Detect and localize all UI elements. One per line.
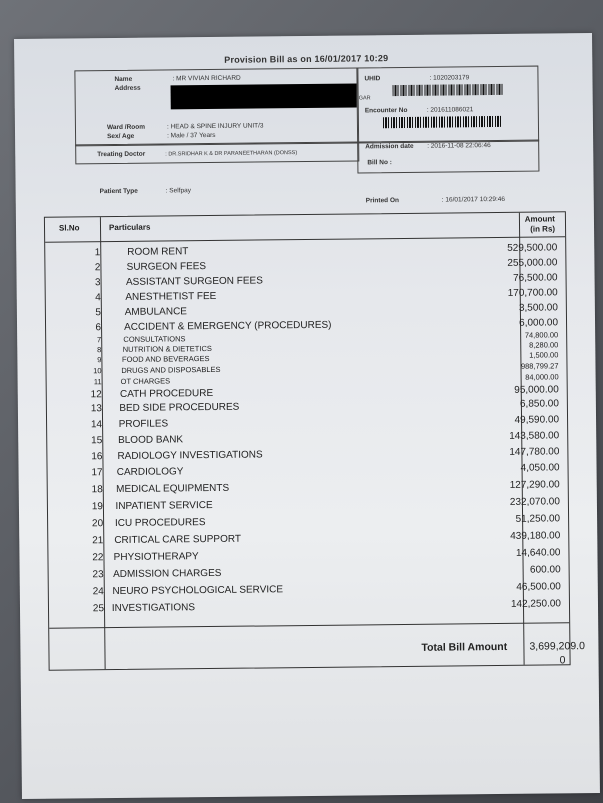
row-particular: FOOD AND BEVERAGES <box>121 354 210 364</box>
row-slno: 14 <box>90 419 103 431</box>
patient-type-value: : Selfpay <box>165 187 191 195</box>
row-slno: 4 <box>95 292 101 304</box>
row-slno: 24 <box>92 586 104 598</box>
bill-no-label: Bill No : <box>367 159 392 167</box>
row-particular: ROOM RENT <box>127 246 189 258</box>
row-particular: ACCIDENT & EMERGENCY (PROCEDURES) <box>124 319 332 333</box>
row-amount: 8,280.00 <box>529 340 559 350</box>
bill-paper <box>14 33 600 799</box>
row-amount: 255,000.00 <box>507 257 558 269</box>
patient-type-label: Patient Type <box>99 187 138 196</box>
uhid-barcode <box>393 84 503 96</box>
row-particular: OT CHARGES <box>120 376 171 386</box>
col-header-slno: Sl.No <box>58 223 80 233</box>
row-slno: 19 <box>91 501 103 513</box>
row-slno: 16 <box>91 451 103 463</box>
row-particular: CARDIOLOGY <box>116 466 184 478</box>
row-amount: 84,000.00 <box>525 372 559 382</box>
row-amount: 95,000.00 <box>514 384 559 396</box>
col-header-amount-unit: (in Rs) <box>530 224 556 234</box>
encounter-barcode <box>383 116 503 128</box>
row-amount: 232,070.00 <box>509 496 560 508</box>
row-slno: 23 <box>92 569 104 581</box>
table-row <box>49 598 569 618</box>
row-amount: 4,050.00 <box>520 462 560 474</box>
row-amount: 170,700.00 <box>507 287 558 299</box>
row-slno: 5 <box>95 307 101 319</box>
row-slno: 2 <box>94 262 101 274</box>
row-slno: 11 <box>93 377 102 387</box>
bill-table <box>44 211 585 670</box>
row-particular: ASSISTANT SURGEON FEES <box>125 275 263 288</box>
sex-age-label: Sex/ Age <box>107 132 135 141</box>
row-amount: 529,500.00 <box>507 242 558 254</box>
name-value: : MR VIVIAN RICHARD <box>172 74 241 83</box>
ward-label: Ward /Room <box>106 123 146 132</box>
row-slno: 10 <box>93 366 102 376</box>
row-amount: 14,640.00 <box>515 547 561 559</box>
row-particular: ANESTHETIST FEE <box>125 290 217 303</box>
row-amount: 46,500.00 <box>516 581 561 593</box>
row-particular: CONSULTATIONS <box>123 334 186 344</box>
row-amount: 439,180.00 <box>510 530 561 542</box>
row-amount: 127,290.00 <box>509 479 560 491</box>
sex-age-value: : Male / 37 Years <box>167 131 216 140</box>
row-slno: 25 <box>92 603 105 615</box>
row-particular: NUTRITION & DIETETICS <box>122 343 212 354</box>
address-label: Address <box>114 84 141 92</box>
row-slno: 3 <box>94 277 101 289</box>
row-slno: 1 <box>94 247 101 259</box>
uhid-value: : 1020203179 <box>429 74 470 82</box>
row-amount: 6,000.00 <box>519 317 559 329</box>
row-amount: 1,500.00 <box>529 350 559 360</box>
printed-on-value: : 16/01/2017 10:29:46 <box>441 195 506 204</box>
name-label: Name <box>114 75 133 83</box>
row-particular: RADIOLOGY INVESTIGATIONS <box>117 449 263 462</box>
row-slno: 22 <box>92 552 104 564</box>
row-slno: 7 <box>96 335 102 345</box>
row-slno: 18 <box>91 484 103 496</box>
encounter-value: : 201611086021 <box>426 106 474 114</box>
row-particular: PROFILES <box>118 418 169 430</box>
total-value-line1: 3,699,209.0 <box>529 640 585 653</box>
row-slno: 9 <box>97 355 102 365</box>
redaction-bar <box>171 83 357 109</box>
admission-value: : 2016-11-08 22:06:46 <box>427 142 491 150</box>
row-particular: AMBULANCE <box>124 306 188 318</box>
row-amount: 143,580.00 <box>509 430 560 442</box>
row-amount: 6,850.00 <box>519 398 559 410</box>
row-particular: MEDICAL EQUIPMENTS <box>116 482 230 496</box>
row-slno: 20 <box>91 518 104 530</box>
encounter-label: Encounter No <box>364 106 408 115</box>
row-amount: 600.00 <box>529 564 561 576</box>
row-slno: 6 <box>95 322 102 334</box>
row-particular: BED SIDE PROCEDURES <box>119 401 240 414</box>
total-label: Total Bill Amount <box>421 640 508 654</box>
row-amount: 3,500.00 <box>518 302 558 314</box>
total-value-line2: 0 <box>559 654 566 667</box>
row-particular: ICU PROCEDURES <box>114 517 206 530</box>
doctor-value: : DR.SRIDHAR K & DR PARANEETHARAN (DONSS) <box>165 150 298 158</box>
row-amount: 988,799.27 <box>520 361 559 371</box>
row-particular: DRUGS AND DISPOSABLES <box>121 364 221 375</box>
doctor-label: Treating Doctor <box>97 150 146 159</box>
row-amount: 76,500.00 <box>513 272 558 284</box>
row-particular: CRITICAL CARE SUPPORT <box>114 533 242 547</box>
row-slno: 13 <box>90 403 102 415</box>
bill-title: Provision Bill as on 16/01/2017 10:29 <box>224 53 389 65</box>
row-slno: 15 <box>91 435 103 447</box>
admission-label: Admission date <box>365 142 414 151</box>
row-particular: INPATIENT SERVICE <box>115 499 213 513</box>
uhid-label: UHID <box>364 75 381 83</box>
row-particular: INVESTIGATIONS <box>111 602 196 615</box>
row-particular: BLOOD BANK <box>117 434 184 446</box>
row-amount: 49,590.00 <box>514 414 560 426</box>
row-amount: 147,780.00 <box>509 446 560 458</box>
row-amount: 74,800.00 <box>524 330 559 340</box>
row-slno: 17 <box>91 467 103 479</box>
row-particular: NEURO PSYCHOLOGICAL SERVICE <box>112 584 284 598</box>
gar-text: GAR <box>358 95 371 102</box>
printed-on-label: Printed On <box>365 197 400 205</box>
row-amount: 51,250.00 <box>515 513 561 525</box>
col-header-particulars: Particulars <box>108 222 151 233</box>
row-amount: 142,250.00 <box>510 598 562 610</box>
row-slno: 21 <box>92 535 104 547</box>
row-slno: 8 <box>97 345 102 355</box>
row-particular: PHYSIOTHERAPY <box>113 551 199 564</box>
row-particular: SURGEON FEES <box>126 261 207 273</box>
col-header-amount: Amount <box>524 214 555 224</box>
row-slno: 12 <box>90 389 102 401</box>
row-particular: ADMISSION CHARGES <box>112 567 222 581</box>
row-particular: CATH PROCEDURE <box>119 387 214 400</box>
ward-value: : HEAD & SPINE INJURY UNIT/3 <box>166 122 264 131</box>
